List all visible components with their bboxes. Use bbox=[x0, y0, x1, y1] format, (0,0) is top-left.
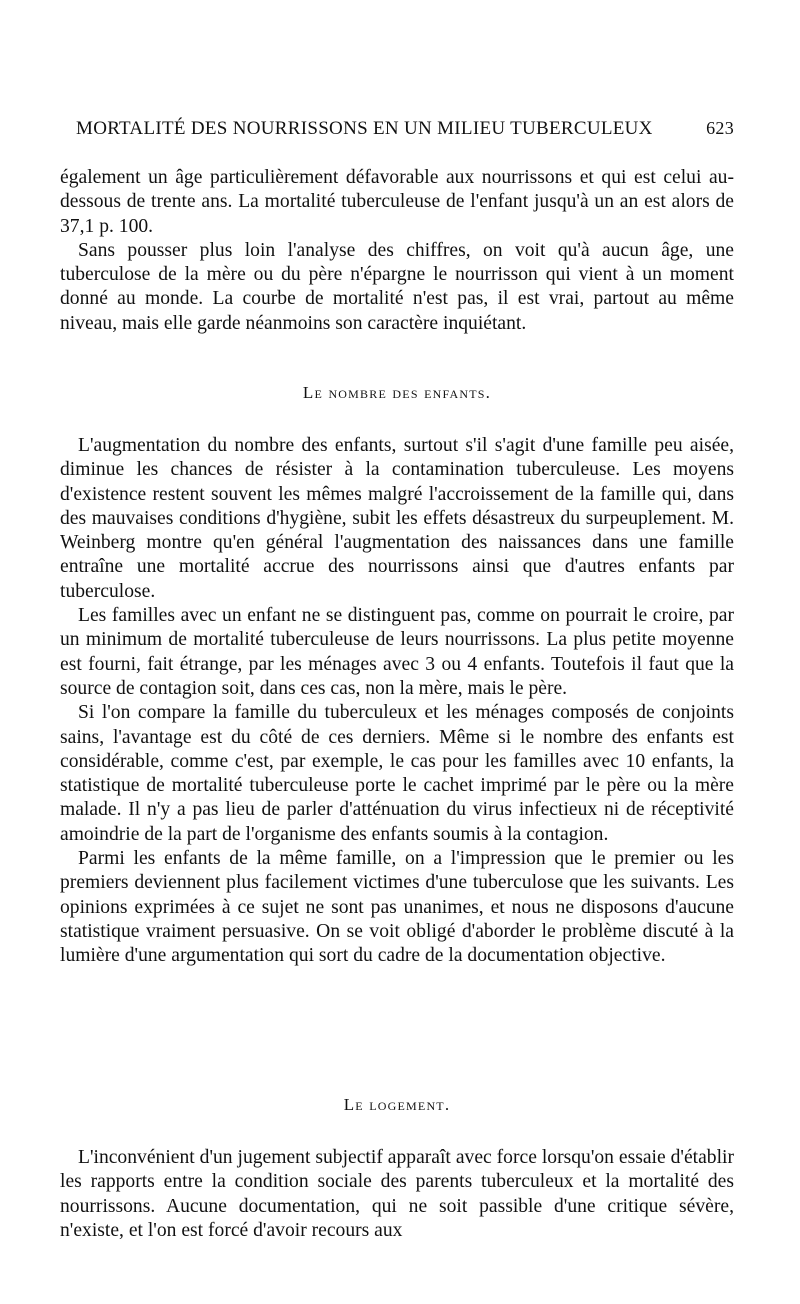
paragraph: également un âge particulièrement défavorable aux nourrissons et qui est celui au-dessous de trente ans. La mortalité tuberculeuse de l'enfant jusqu'à un an est alors de 37,1 p. 100. bbox=[60, 167, 734, 237]
opening-text-block bbox=[60, 166, 734, 336]
paragraph: Parmi les enfants de la même famille, on a l'impression que le premier ou les premiers deviennent plus facilement victimes d'une tuberculose que les suivants. Les opinions exprimées à ce sujet ne sont pas unanimes, et nous ne disposons d'aucune statistique vraiment persuasive. On se voit obligé d'aborder le problème discuté à la lumière d'une argumentation qui sort du cadre de la documentation objective. bbox=[60, 848, 734, 967]
section-logement-text bbox=[60, 1146, 734, 1243]
paragraph: L'inconvénient d'un jugement subjectif apparaît avec force lorsqu'on essaie d'établir les rapports entre la condition sociale des parents tuberculeux et la mortalité des nourrissons. Aucune documentation, qui ne soit passible d'une critique sévère, n'existe, et l'on est forcé d'avoir recours aux bbox=[60, 1147, 734, 1241]
running-title: MORTALITÉ DES NOURRISSONS EN UN MILIEU TUBERCULEUX bbox=[76, 118, 653, 139]
paragraph: L'augmentation du nombre des enfants, surtout s'il s'agit d'une famille peu aisée, diminue les chances de résister à la contamination tuberculeuse. Les moyens d'existence restent souvent les mêmes malgré l'accroissement de la famille qui, dans des mauvaises conditions d'hygiène, subit les effets désastreux du surpeuplement. M. Weinberg montre qu'en général l'augmentation des naissances dans une famille entraîne une mortalité accrue des nourrissons ainsi que d'autres enfants par tuberculose. bbox=[60, 435, 734, 602]
section-heading-nombre-des-enfants: Le nombre des enfants. bbox=[302, 383, 492, 402]
section-nombre-text bbox=[60, 434, 734, 969]
page-number: 623 bbox=[706, 118, 734, 138]
paragraph: Les familles avec un enfant ne se distinguent pas, comme on pourrait le croire, par un minimum de mortalité tuberculeuse de leurs nourrissons. La plus petite moyenne est fourni, fait étrange, par les ménages avec 3 ou 4 enfants. Toutefois il faut que la source de contagion soit, dans ces cas, non la mère, mais le père. bbox=[60, 605, 734, 699]
running-header bbox=[62, 118, 734, 144]
paragraph: Sans pousser plus loin l'analyse des chiffres, on voit qu'à aucun âge, une tuberculose de la mère ou du père n'épargne le nourrisson qui vient à un moment donné au monde. La courbe de mortalité n'est pas, il est vrai, partout au même niveau, mais elle garde néanmoins son caractère inquiétant. bbox=[60, 239, 734, 334]
section-heading-logement: Le logement. bbox=[343, 1095, 451, 1114]
paragraph: Si l'on compare la famille du tuberculeux et les ménages composés de conjoints sains, l'avantage est du côté de ces derniers. Même si le nombre des enfants est considérable, comme c'est, par exemple, le cas pour les familles avec 10 enfants, la statistique de mortalité tuberculeuse porte le cachet imprimé par le père ou la mère malade. Il n'y a pas lieu de parler d'atténuation du virus infectieux ni de réceptivité amoindrie de la part de l'organisme des enfants soumis à la contagion. bbox=[60, 702, 734, 845]
